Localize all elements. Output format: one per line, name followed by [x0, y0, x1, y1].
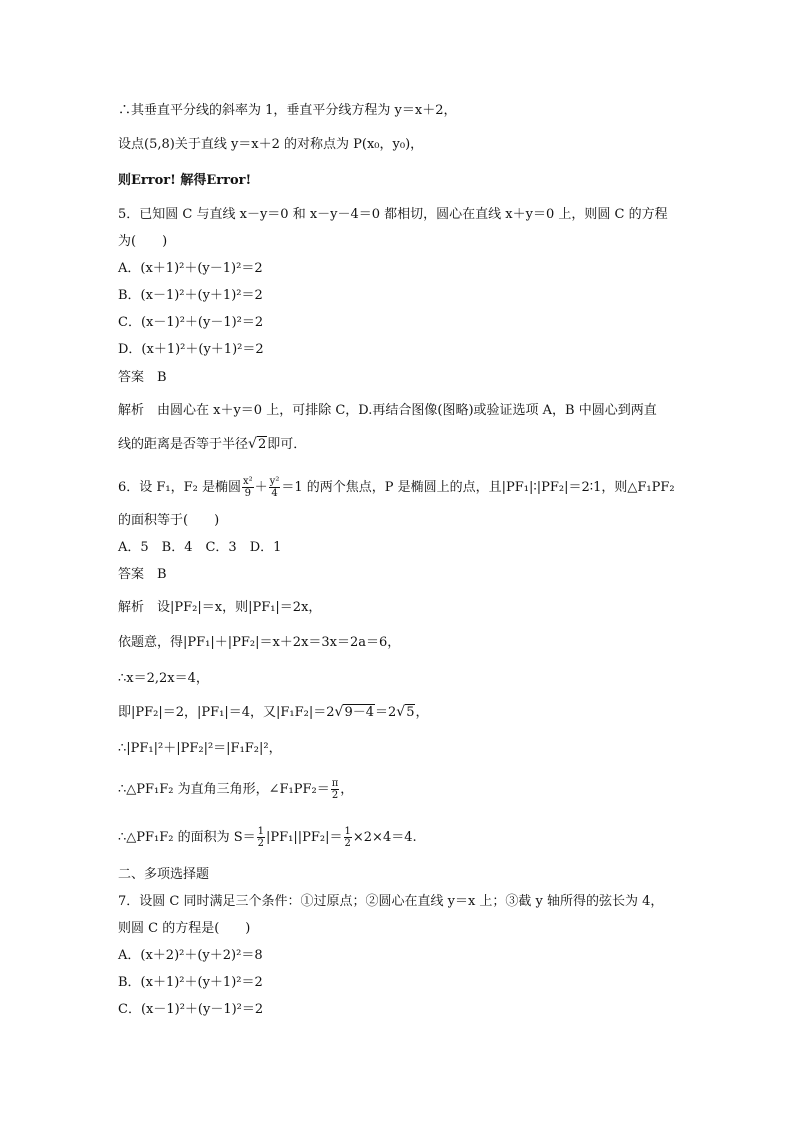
q5-option-a: A．(x＋1)²＋(y－1)²＝2: [118, 261, 263, 276]
q6-analysis-6: [118, 778, 694, 801]
q7-stem: 7．设圆 C 同时满足三个条件：①过原点；②圆心在直线 y＝x 上；③截 y 轴所得的弦长为 4，: [118, 894, 664, 909]
q5-option-c: C．(x－1)²＋(y－1)²＝2: [118, 315, 264, 330]
q6-stem-end: ＝1 的两个焦点，P 是椭圆上的点，且|PF₁|∶|PF₂|＝2∶1，则△F₁PF₂: [281, 480, 675, 495]
q6-analysis-4-end: ，: [415, 705, 429, 720]
plus-sign: ＋: [254, 480, 268, 495]
q7-option-a: A．(x＋2)²＋(y＋2)²＝8: [118, 948, 263, 963]
analysis-text: 线的距离是否等于半径: [118, 437, 249, 452]
line-1: ∴其垂直平分线的斜率为 1，垂直平分线方程为 y＝x＋2，: [118, 103, 457, 118]
q6-analysis-6-text: ∴△PF₁F₂ 为直角三角形，∠F₁PF₂＝: [118, 782, 330, 797]
q5-option-d: D．(x＋1)²＋(y＋1)²＝2: [118, 342, 264, 357]
line-3: 则Error! 解得Error!: [118, 173, 252, 188]
q6-analysis-4-text: 即|PF₂|＝2，|PF₁|＝4，又|F₁F₂|＝2: [118, 705, 335, 720]
q6-analysis-7-text: ∴△PF₁F₂ 的面积为 S＝: [118, 830, 256, 845]
q5-answer: 答案 B: [118, 370, 167, 385]
fraction-1-2-a: $\frac{1}{2}$: [257, 826, 265, 849]
q5-option-b: B．(x－1)²＋(y＋1)²＝2: [118, 288, 263, 303]
q6-analysis-7: [118, 826, 694, 849]
q5-analysis: 解析 由圆心在 x＋y＝0 上，可排除 C，D.再结合图像(图略)或验证选项 A，B 中圆心到两直: [118, 403, 657, 418]
q6-analysis-3: ∴x＝2,2x＝4，: [118, 671, 209, 686]
q6-analysis-1: 解析 设|PF₂|＝x，则|PF₁|＝2x，: [118, 600, 322, 615]
q7-option-c: C．(x－1)²＋(y－1)²＝2: [118, 1002, 264, 1017]
sqrt-9-minus-4: √ 9－4: [334, 704, 374, 720]
sqrt-5: √ 5: [396, 704, 415, 720]
analysis-text-end: 即可．: [267, 437, 307, 452]
q5-stem: 5．已知圆 C 与直线 x－y＝0 和 x－y－4＝0 都相切，圆心在直线 x＋y＝0 上，则圆 C 的方程: [118, 207, 668, 222]
fraction-x2-9: $\frac{\text{x²}}{9}$: [243, 476, 253, 499]
q7-option-b: B．(x＋1)²＋(y＋1)²＝2: [118, 975, 263, 990]
fraction-y2-4: $\frac{\text{y²}}{4}$: [269, 476, 280, 499]
sqrt-2: √ 2: [248, 436, 267, 452]
q6-stem-start: 6．设 F₁，F₂ 是椭圆: [118, 480, 241, 495]
line-2: 设点(5,8)关于直线 y＝x＋2 的对称点为 P(x₀，y₀)，: [118, 137, 424, 152]
q6-analysis-4: [118, 704, 694, 722]
q6-analysis-6-end: ，: [340, 782, 354, 797]
q6-answer: 答案 B: [118, 567, 167, 582]
q6-analysis-5: ∴|PF₁|²＋|PF₂|²＝|F₁F₂|²，: [118, 741, 282, 756]
q6-stem-cont: 的面积等于( ): [118, 513, 220, 528]
q6-analysis-4-eq: ＝2: [374, 705, 397, 720]
q7-stem-cont: 则圆 C 的方程是( ): [118, 921, 251, 936]
q5-analysis-cont: [118, 436, 694, 454]
q5-stem-cont: 为( ): [118, 234, 168, 249]
section-heading: 二、多项选择题: [118, 867, 210, 882]
q6-options: A．5 B．4 C．3 D．1: [118, 540, 282, 555]
fraction-1-2-b: $\frac{1}{2}$: [344, 826, 351, 849]
q6-analysis-7-end: ×2×4＝4.: [352, 830, 417, 845]
fraction-pi-2: $\frac{\pi}{2}$: [331, 778, 339, 801]
q6-analysis-2: 依题意，得|PF₁|＋|PF₂|＝x＋2x＝3x＝2a＝6，: [118, 635, 401, 650]
q6-analysis-7-mid: |PF₁||PF₂|＝: [266, 830, 343, 845]
q6-stem: [118, 476, 694, 499]
